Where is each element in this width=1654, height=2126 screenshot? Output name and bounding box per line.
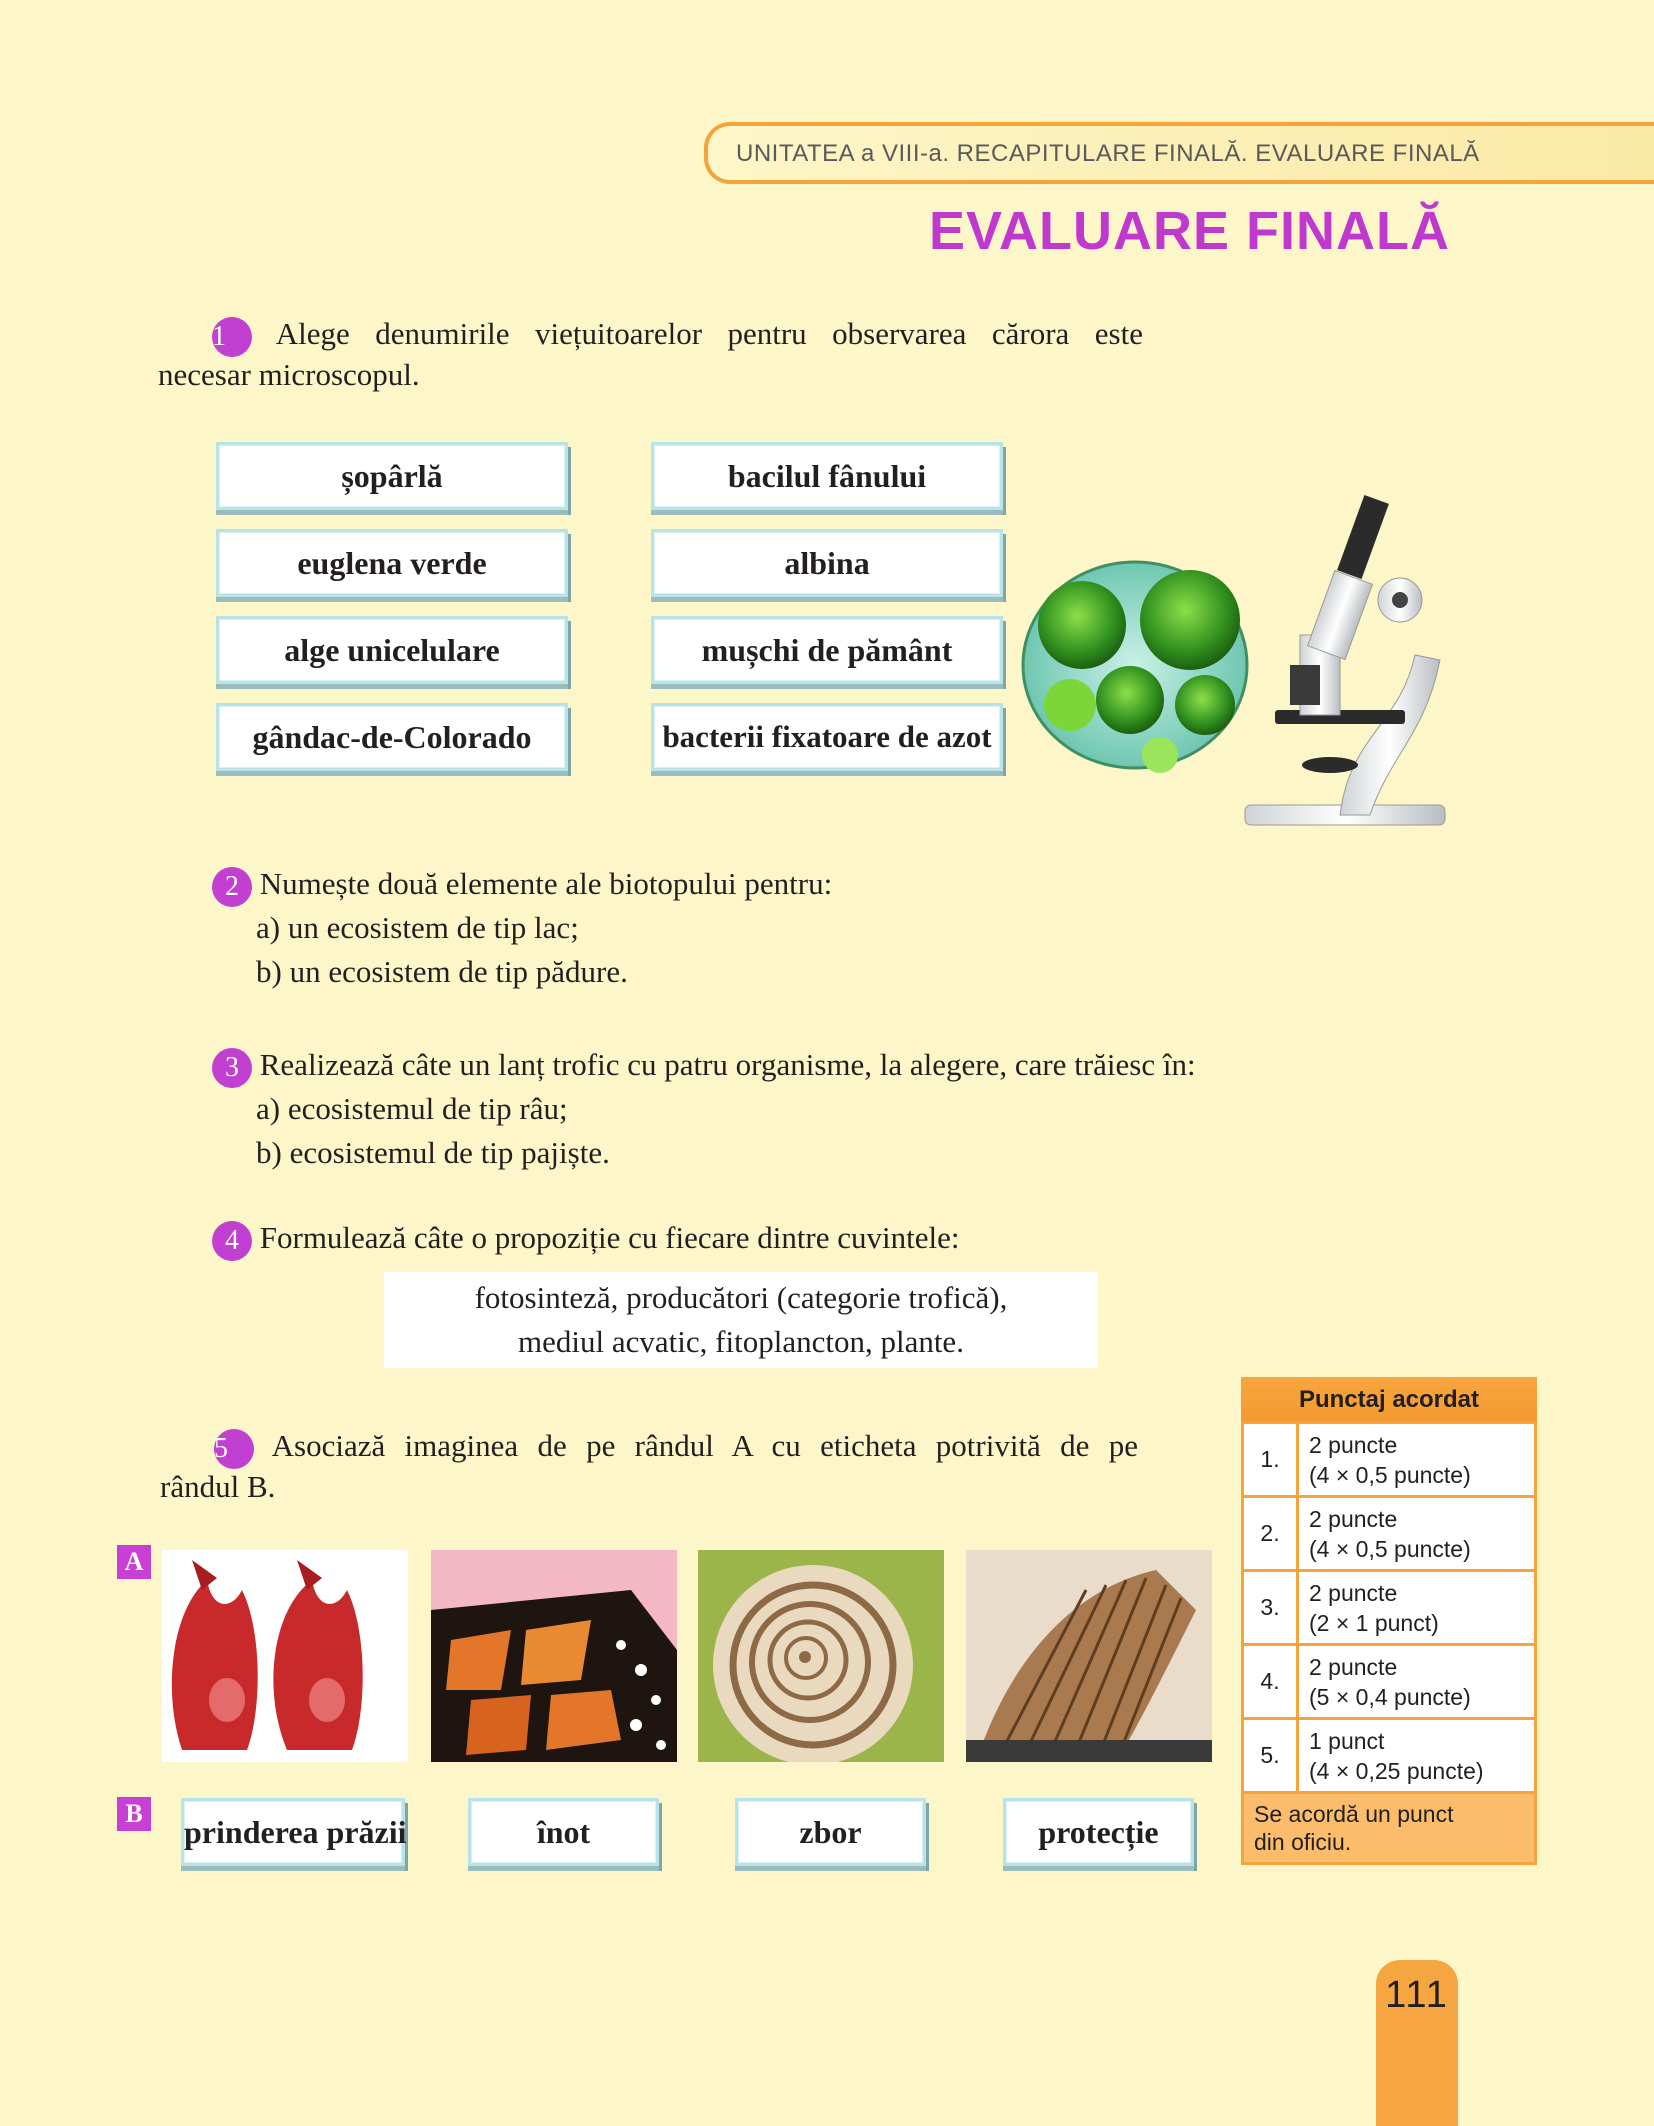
page-title: EVALUARE FINALĂ — [929, 201, 1450, 261]
question-number: 4 — [212, 1221, 252, 1261]
word-option[interactable]: gândac-de-Colorado — [216, 703, 568, 771]
question-4-text: Formulează câte o propoziție cu fiecare dintre cuvintele: — [259, 1220, 960, 1255]
row-b-tag: B — [117, 1797, 151, 1831]
question-3 — [212, 1043, 1196, 1088]
row-a-tag: A — [117, 1545, 151, 1579]
score-row-number: 5. — [1244, 1720, 1296, 1791]
label-option[interactable]: prinderea prăzii — [181, 1798, 405, 1866]
question-number: 3 — [212, 1048, 252, 1088]
question-number: 5 — [214, 1429, 254, 1469]
question-1-text-line2: necesar microscopul. — [158, 356, 420, 392]
question-2-item-b: b) un ecosistem de tip pădure. — [256, 954, 628, 989]
butterfly-wing-photo — [431, 1550, 677, 1762]
question-4 — [212, 1216, 960, 1261]
score-row-number: 1. — [1244, 1424, 1296, 1495]
score-row-detail: (4 × 0,25 puncte) — [1309, 1758, 1484, 1784]
score-row-points: 1 punct — [1309, 1728, 1385, 1754]
score-row-detail: (4 × 0,5 puncte) — [1309, 1536, 1471, 1562]
question-number: 1 — [212, 317, 252, 357]
score-row-points: 2 puncte — [1309, 1506, 1398, 1532]
score-row-number: 3. — [1244, 1572, 1296, 1643]
question-number: 2 — [212, 867, 252, 907]
score-footer-line2: din oficiu. — [1254, 1829, 1352, 1855]
score-row-number: 2. — [1244, 1498, 1296, 1569]
score-row-detail: (4 × 0,5 puncte) — [1309, 1462, 1471, 1488]
question-3-item-a: a) ecosistemul de tip râu; — [256, 1091, 568, 1126]
fish-fin-photo — [966, 1550, 1212, 1762]
words-line-1: fotosinteză, producători (categorie trofică), — [474, 1280, 1008, 1315]
score-row — [1244, 1572, 1534, 1643]
question-2 — [212, 862, 832, 907]
question-3-item-b: b) ecosistemul de tip pajiște. — [256, 1135, 610, 1170]
word-option[interactable]: albina — [651, 529, 1003, 597]
snail-shell-photo — [698, 1550, 944, 1762]
question-2-item-a: a) un ecosistem de tip lac; — [256, 910, 579, 945]
score-row — [1244, 1424, 1534, 1495]
crab-claws-photo — [162, 1550, 408, 1762]
question-2-text: Numește două elemente ale biotopului pentru: — [259, 866, 833, 901]
words-box — [384, 1272, 1098, 1368]
word-option[interactable]: alge unicelulare — [216, 616, 568, 684]
question-1-text-line1: Alege denumirile viețuitoarelor pentru observarea cărora este — [275, 316, 1143, 351]
score-row-detail: (5 × 0,4 puncte) — [1309, 1684, 1471, 1710]
label-option[interactable]: protecție — [1003, 1798, 1194, 1866]
score-row-points: 2 puncte — [1309, 1432, 1398, 1458]
score-row — [1244, 1720, 1534, 1791]
unit-title: UNITATEA a VIII-a. RECAPITULARE FINALĂ. EVALUARE FINALĂ — [736, 140, 1480, 167]
question-5-text-line2: rândul B. — [160, 1468, 276, 1504]
score-footer-line1: Se acordă un punct — [1254, 1801, 1454, 1827]
word-option[interactable]: șopârlă — [216, 442, 568, 510]
words-line-2: mediul acvatic, fitoplancton, plante. — [518, 1324, 964, 1359]
score-row-points: 2 puncte — [1309, 1654, 1398, 1680]
score-table-title: Punctaj acordat — [1241, 1377, 1537, 1421]
score-row-points: 2 puncte — [1309, 1580, 1398, 1606]
word-option[interactable]: bacterii fixatoare de azot — [651, 703, 1003, 771]
score-row-number: 4. — [1244, 1646, 1296, 1717]
microscope-illustration — [1020, 485, 1470, 830]
score-row — [1244, 1646, 1534, 1717]
label-option[interactable]: înot — [468, 1798, 659, 1866]
word-option[interactable]: bacilul fânului — [651, 442, 1003, 510]
question-5 — [160, 1428, 1138, 1505]
word-option[interactable]: euglena verde — [216, 529, 568, 597]
score-table — [1241, 1377, 1537, 1865]
page-number: 111 — [1376, 1960, 1458, 2126]
label-option[interactable]: zbor — [735, 1798, 926, 1866]
question-5-text-line1: Asociază imaginea de pe rândul A cu eticheta potrivită de pe — [271, 1428, 1138, 1463]
question-3-text: Realizează câte un lanț trofic cu patru organisme, la alegere, care trăiesc în: — [259, 1047, 1196, 1082]
score-table-footer — [1244, 1794, 1534, 1862]
question-1 — [158, 316, 1143, 393]
score-row-detail: (2 × 1 punct) — [1309, 1610, 1439, 1636]
score-row — [1244, 1498, 1534, 1569]
word-option[interactable]: mușchi de pământ — [651, 616, 1003, 684]
